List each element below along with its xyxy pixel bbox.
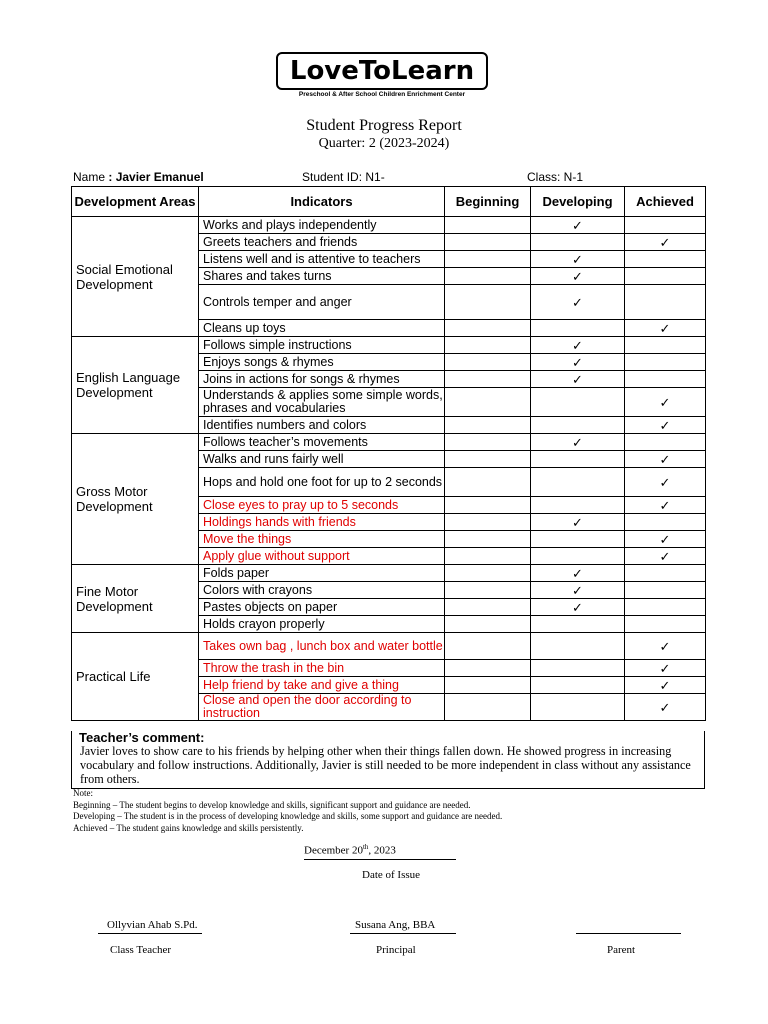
indicator-cell: Holds crayon properly [199,616,445,633]
developing-cell [531,354,625,371]
principal-signature-line [350,933,456,934]
development-area-english-language: English Language Development [72,337,199,434]
checkmark-icon: ✓ [659,417,671,433]
table-row [72,337,706,354]
developing-cell [531,468,625,497]
checkmark-icon: ✓ [572,434,583,450]
achieved-cell [625,234,706,251]
checkmark-icon: ✓ [659,548,671,564]
parent-role: Parent [607,944,636,956]
student-class: Class: N-1 [527,170,584,184]
beginning-cell [445,497,531,514]
indicator-cell: Greets teachers and friends [199,234,445,251]
developing-cell [531,660,625,677]
indicator-cell: Cleans up toys [199,320,445,337]
note-developing: Developing – The student is in the process of developing knowledge and skills, some support and guidance are needed. [73,811,503,821]
beginning-cell [445,434,531,451]
achieved-cell [625,354,706,371]
beginning-cell [445,417,531,434]
issue-date-year: , 2023 [368,844,396,857]
issue-date-suffix: th [362,843,369,851]
achieved-cell [625,337,706,354]
class-teacher-role: Class Teacher [110,944,172,956]
beginning-cell [445,337,531,354]
achieved-cell [625,434,706,451]
report-title: Student Progress Report [306,117,462,134]
class-teacher-signature-line [98,933,202,934]
logo-text: LoveToLearn [276,52,488,90]
issue-date [304,843,396,857]
achieved-cell [625,320,706,337]
developing-cell [531,268,625,285]
principal-role: Principal [376,944,416,956]
achieved-cell [625,217,706,234]
checkmark-icon: ✓ [572,268,583,284]
logo-subtitle: Preschool & After School Children Enrichment Center [298,91,466,98]
checkmark-icon: ✓ [659,320,671,336]
developing-cell [531,548,625,565]
developing-cell [531,582,625,599]
table-header-row [72,187,706,217]
achieved-cell [625,548,706,565]
indicator-cell: Hops and hold one foot for up to 2 seconds [199,468,445,497]
indicator-cell: Enjoys songs & rhymes [199,354,445,371]
checkmark-icon: ✓ [659,497,671,513]
checkmark-icon: ✓ [659,699,671,715]
checkmark-icon: ✓ [659,394,671,410]
achieved-cell [625,677,706,694]
developing-cell [531,320,625,337]
checkmark-icon: ✓ [659,451,671,467]
beginning-cell [445,582,531,599]
achieved-cell [625,582,706,599]
developing-cell [531,677,625,694]
achieved-cell [625,633,706,660]
checkmark-icon: ✓ [572,514,583,530]
beginning-cell [445,514,531,531]
checkmark-icon: ✓ [572,599,583,615]
indicator-cell: Pastes objects on paper [199,599,445,616]
checkmark-icon: ✓ [659,677,671,693]
indicator-cell: Holdings hands with friends [199,514,445,531]
student-name-label: Name [73,170,106,184]
achieved-cell [625,371,706,388]
checkmark-icon: ✓ [659,474,671,490]
header-development-areas: Development Areas [72,187,199,217]
achieved-cell [625,468,706,497]
checkmark-icon: ✓ [659,234,671,250]
developing-cell [531,565,625,582]
checkmark-icon: ✓ [572,371,583,387]
beginning-cell [445,565,531,582]
beginning-cell [445,268,531,285]
achieved-cell [625,251,706,268]
issue-date-label: Date of Issue [362,869,421,881]
beginning-cell [445,616,531,633]
developing-cell [531,434,625,451]
indicator-cell: Controls temper and anger [199,285,445,320]
developing-cell [531,616,625,633]
developing-cell [531,285,625,320]
checkmark-icon: ✓ [659,638,671,654]
achieved-cell [625,285,706,320]
developing-cell [531,417,625,434]
developing-cell [531,633,625,660]
achieved-cell [625,694,706,721]
developing-cell [531,388,625,417]
beginning-cell [445,388,531,417]
indicator-cell: Listens well and is attentive to teachers [199,251,445,268]
school-logo [276,52,488,102]
achieved-cell [625,599,706,616]
indicator-cell: Follows teacher’s movements [199,434,445,451]
development-area-gross-motor: Gross Motor Development [72,434,199,565]
report-quarter: Quarter: 2 (2023-2024) [318,136,450,151]
indicator-cell: Move the things [199,531,445,548]
header-achieved: Achieved [625,187,706,217]
achieved-cell [625,531,706,548]
achieved-cell [625,565,706,582]
indicator-cell: Identifies numbers and colors [199,417,445,434]
developing-cell [531,371,625,388]
checkmark-icon: ✓ [572,337,583,353]
table-row [72,565,706,582]
notes-title: Note: [73,788,93,798]
beginning-cell [445,468,531,497]
indicator-cell: Colors with crayons [199,582,445,599]
student-name [73,170,204,184]
checkmark-icon: ✓ [572,251,583,267]
developing-cell [531,234,625,251]
indicator-cell: Close and open the door according to instruction [199,694,445,721]
indicator-cell: Close eyes to pray up to 5 seconds [199,497,445,514]
student-name-value: : Javier Emanuel [108,170,204,184]
developing-cell [531,514,625,531]
beginning-cell [445,354,531,371]
development-area-social-emotional: Social Emotional Development [72,217,199,337]
beginning-cell [445,633,531,660]
beginning-cell [445,234,531,251]
achieved-cell [625,268,706,285]
development-area-fine-motor: Fine Motor Development [72,565,199,633]
principal-name: Susana Ang, BBA [355,919,436,931]
achieved-cell [625,514,706,531]
checkmark-icon: ✓ [572,217,583,233]
progress-table [71,186,706,721]
developing-cell [531,497,625,514]
indicator-cell: Walks and runs fairly well [199,451,445,468]
indicator-cell: Works and plays independently [199,217,445,234]
header-beginning: Beginning [445,187,531,217]
beginning-cell [445,285,531,320]
indicator-cell: Folds paper [199,565,445,582]
beginning-cell [445,320,531,337]
beginning-cell [445,660,531,677]
beginning-cell [445,371,531,388]
beginning-cell [445,599,531,616]
indicator-cell: Follows simple instructions [199,337,445,354]
table-row [72,633,706,660]
achieved-cell [625,616,706,633]
achieved-cell [625,497,706,514]
beginning-cell [445,451,531,468]
indicator-cell: Help friend by take and give a thing [199,677,445,694]
header-indicators: Indicators [199,187,445,217]
notes [73,788,502,834]
indicator-cell: Takes own bag , lunch box and water bottle [199,633,445,660]
checkmark-icon: ✓ [572,294,583,310]
student-id: Student ID: N1- [302,170,385,184]
indicator-cell: Understands & applies some simple words, phrases and vocabularies [199,388,445,417]
beginning-cell [445,677,531,694]
teacher-comment-title: Teacher’s comment: [79,730,205,745]
teacher-comment-box [71,731,705,789]
beginning-cell [445,531,531,548]
header-developing: Developing [531,187,625,217]
achieved-cell [625,388,706,417]
developing-cell [531,599,625,616]
issue-date-day: December 20 [304,844,363,857]
table-body [72,217,706,721]
table-row [72,434,706,451]
teacher-comment-text: Javier loves to show care to his friends by helping other when their things fallen down. He showed progress in increasing vocabulary and follow instructions. Additionally, Javier is still needed to be more independent in class without any assistance from others. [80,744,691,786]
developing-cell [531,217,625,234]
achieved-cell [625,417,706,434]
beginning-cell [445,548,531,565]
development-area-practical-life: Practical Life [72,633,199,721]
checkmark-icon: ✓ [659,531,671,547]
indicator-cell: Apply glue without support [199,548,445,565]
achieved-cell [625,451,706,468]
indicator-cell: Throw the trash in the bin [199,660,445,677]
indicator-cell: Joins in actions for songs & rhymes [199,371,445,388]
developing-cell [531,337,625,354]
indicator-cell: Shares and takes turns [199,268,445,285]
developing-cell [531,694,625,721]
class-teacher-name: Ollyvian Ahab S.Pd. [107,919,198,931]
table-row [72,217,706,234]
developing-cell [531,451,625,468]
beginning-cell [445,694,531,721]
parent-signature-line [576,933,681,934]
beginning-cell [445,251,531,268]
note-beginning: Beginning – The student begins to develop knowledge and skills, significant support and guidance are needed. [73,799,471,810]
beginning-cell [445,217,531,234]
issue-date-line [304,859,456,860]
developing-cell [531,251,625,268]
developing-cell [531,531,625,548]
checkmark-icon: ✓ [572,582,583,598]
note-achieved: Achieved – The student gains knowledge and skills persistently. [73,822,304,833]
checkmark-icon: ✓ [659,660,671,676]
checkmark-icon: ✓ [572,565,583,581]
checkmark-icon: ✓ [572,354,583,370]
achieved-cell [625,660,706,677]
